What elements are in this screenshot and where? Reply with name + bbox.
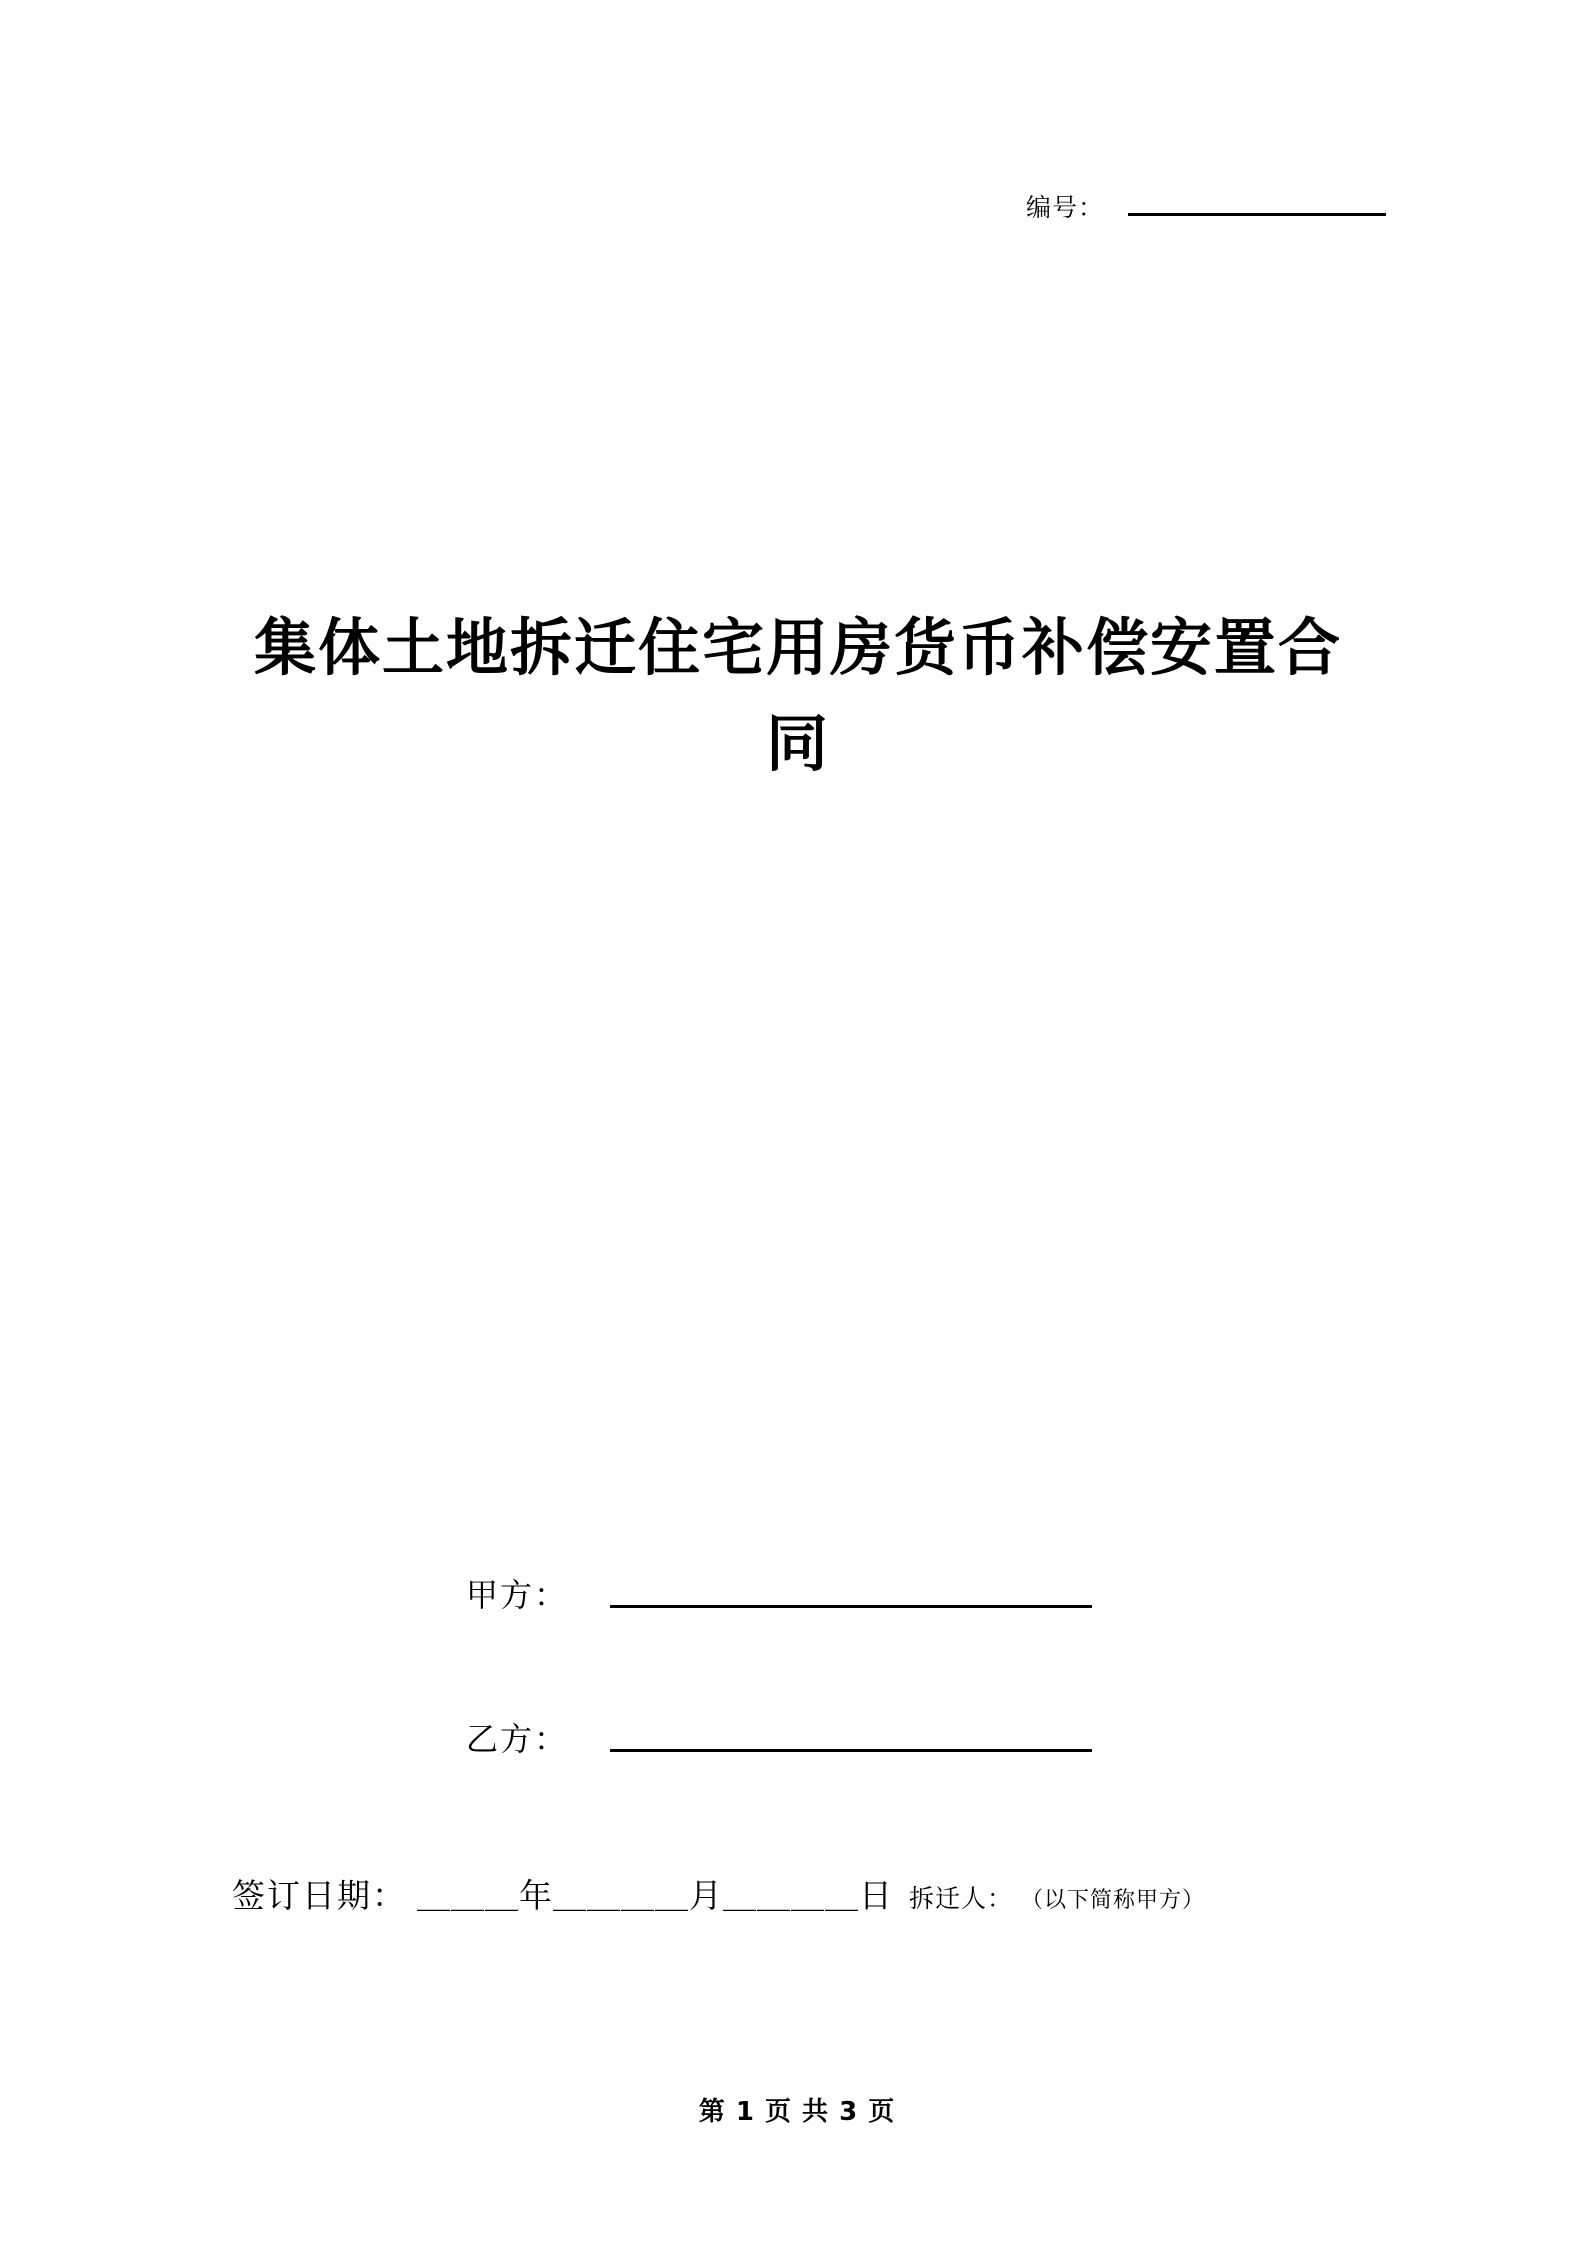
serial-number-row — [1026, 188, 1386, 224]
party-b-label: 乙方： — [466, 1720, 569, 1758]
signing-date-row — [232, 1870, 1205, 1917]
page-title: 集体土地拆迁住宅用房货币补偿安置合同 — [253, 611, 1342, 781]
page-footer — [0, 2091, 1594, 2128]
party-row-b — [466, 1714, 1286, 1760]
page-number-text: 第 1 页 共 3 页 — [698, 2097, 896, 2127]
party-a-blank[interactable] — [610, 1604, 1092, 1608]
demolisher-label: 拆迁人： — [909, 1884, 1014, 1913]
party-b-blank[interactable] — [610, 1748, 1092, 1752]
serial-number-label: 编号： — [1025, 193, 1104, 222]
party-block — [466, 1570, 1286, 1858]
party-a-label: 甲方： — [466, 1576, 569, 1614]
party-row-a — [466, 1570, 1286, 1616]
signing-date-label: 签订日期： — [232, 1876, 407, 1915]
serial-number-blank[interactable] — [1128, 212, 1386, 216]
signing-date-blanks[interactable]: ＿＿＿年＿＿＿＿月＿＿＿＿日 — [417, 1876, 893, 1915]
demolisher-note: （以下简称甲方） — [1021, 1888, 1206, 1913]
